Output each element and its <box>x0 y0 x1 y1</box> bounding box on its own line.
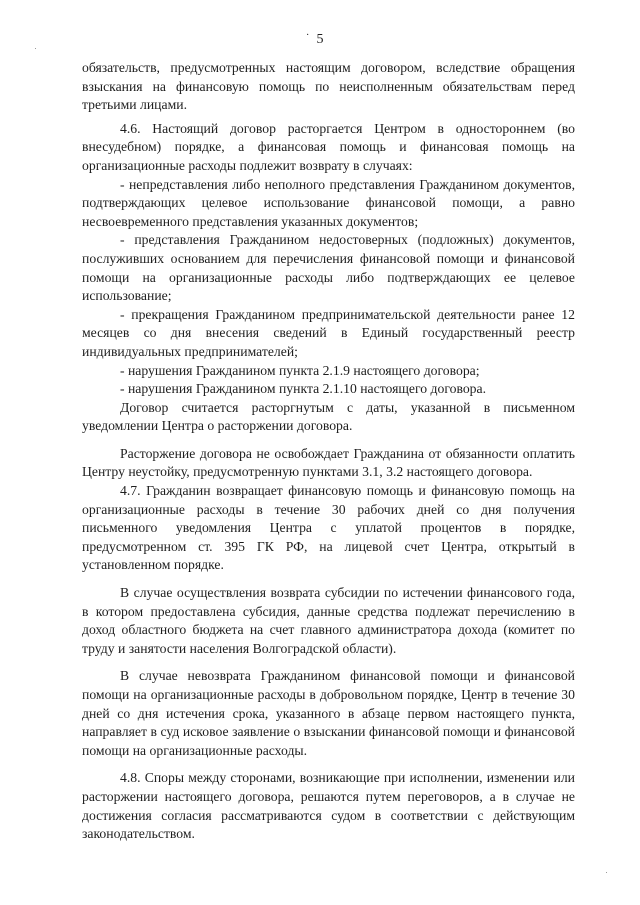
scan-speck <box>606 872 607 873</box>
scan-dot: · <box>306 30 310 41</box>
page-number-text: 5 <box>316 32 324 47</box>
scan-speck <box>35 48 36 49</box>
list-item-violation-2-1-9: - нарушения Гражданином пункта 2.1.9 настоящего договора; <box>120 362 480 378</box>
list-item-violation-2-1-10: - нарушения Гражданином пункта 2.1.10 настоящего договора. <box>120 381 487 397</box>
paragraph-subsidy-return: В случае осуществления возврата субсидии по истечении финансового года, в котором предоставлена субсидия, данные средства подлежат перечислению в доход областного бюджета на счет главного администратора дохода (комитет по труду и занятости населения Волгоградской области). <box>82 585 575 656</box>
document-body <box>82 59 575 844</box>
paragraph-4-6: 4.6. Настоящий договор расторгается Центром в одностороннем (во внесудебном) порядке, а финансовая помощь и финансовая помощь на организационные расходы подлежит возврату в случаях: <box>82 120 575 173</box>
paragraph-nonreturn: В случае невозврата Гражданином финансовой помощи и финансовой помощи на организационные расходы в добровольном порядке, Центр в течение 30 дней со дня истечения срока, указанного в абзаце первом настоящего пункта, направляет в суд исковое заявление о взыскании финансовой помощи и финансовой помощи на организационные расходы. <box>82 668 575 758</box>
page-number <box>0 32 640 48</box>
paragraph-continuation: обязательств, предусмотренных настоящим договором, вследствие обращения взыскания на финансовую помощь по неисполненным обязательствам перед третьими лицами. <box>82 60 575 113</box>
list-item-nonsubmission: - непредставления либо неполного представления Гражданином документов, подтверждающих целевое использование финансовой помощи, а равно несвоевременного представления указанных документов; <box>82 176 575 229</box>
paragraph-4-8: 4.8. Споры между сторонами, возникающие при исполнении, изменении или расторжении настоящего договора, решаются путем переговоров, а в случае не достижения согласия рассматриваются судом в соответствии с действующим законодательством. <box>82 770 575 842</box>
paragraph-termination-date: Договор считается расторгнутым с даты, указанной в письменном уведомлении Центра о расторжении договора. <box>82 399 575 434</box>
paragraph-4-7: 4.7. Гражданин возвращает финансовую помощь и финансовую помощь на организационные расходы в течение 30 рабочих дней со дня получения письменного уведомления Центра с уплатой процентов в порядке, предусмотренном ст. 395 ГК РФ, на лицевой счет Центра, открытый в установленном порядке. <box>82 483 575 573</box>
paragraph-termination-obligation: Расторжение договора не освобождает Гражданина от обязанности оплатить Центру неустойку, предусмотренную пунктами 3.1, 3.2 настоящего договора. <box>82 445 575 480</box>
list-item-termination-activity: - прекращения Гражданином предпринимательской деятельности ранее 12 месяцев со дня внесения сведений в Единый государственный реестр индивидуальных предпринимателей; <box>82 306 575 359</box>
list-item-false-documents: - представления Гражданином недостоверных (подложных) документов, послуживших основанием для перечисления финансовой помощи и финансовой помощи на организационные расходы либо подтверждающих ее целевое использование; <box>82 232 575 304</box>
